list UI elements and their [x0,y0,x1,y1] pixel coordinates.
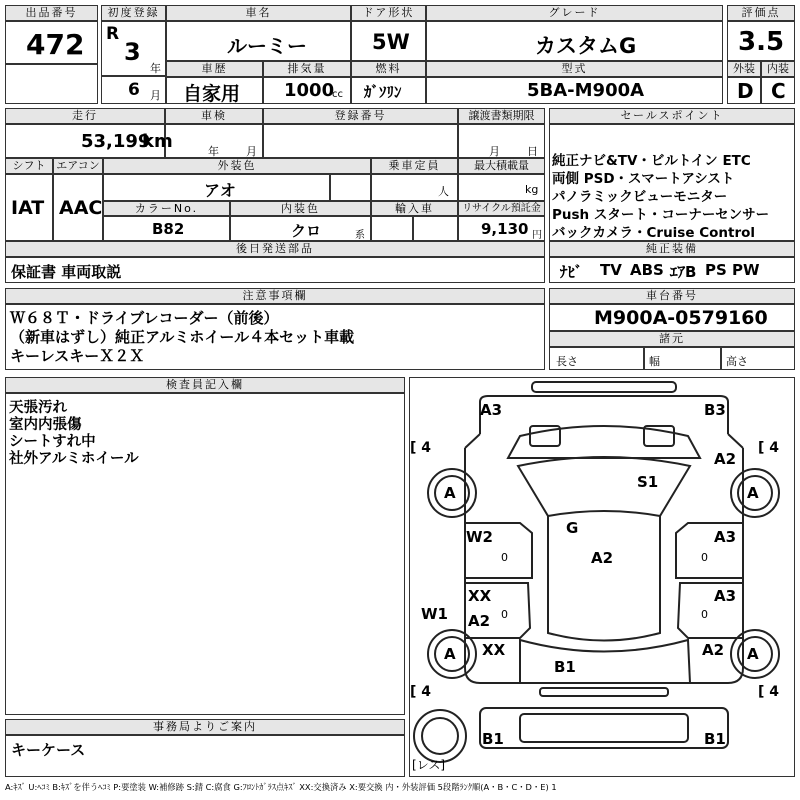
int-color-unit: 系 [355,230,365,241]
sales-line-3: パノラミックビューモニター [552,189,728,205]
marker-0-d: 0 [701,608,708,621]
ac-box [53,174,103,241]
chassis-label: 車台番号 [549,288,795,304]
recycle: 9,130 [481,220,529,238]
dims-length: 長さ [556,355,578,368]
tire-fr: [ 4 [758,440,780,456]
fuel: ｶﾞｿﾘﾝ [364,83,402,101]
dmg-a2-rear-right: A2 [702,641,725,659]
office-label: 事務局よりご案内 [5,719,405,735]
tire-fr-value: 4 [769,440,780,456]
spare-tire-label: [レス] [412,758,446,772]
marker-0-b: 0 [701,551,708,564]
import-box-2 [413,216,458,241]
score: 3.5 [738,27,785,57]
ext-color-label: 外装色 [103,158,371,174]
fuel-box [351,77,426,104]
grade-label: グレード [426,5,723,21]
recycle-unit: 円 [532,230,542,241]
inspector-label: 検査員記入欄 [5,377,405,393]
dims-height: 高さ [726,355,748,368]
dmg-b3: B3 [704,401,726,419]
dims-length-box [549,347,644,370]
dmg-w2: W2 [466,528,493,546]
sales-line-2: 両側 PSD・スマートアシスト [552,171,735,187]
lot-label: 出品番号 [5,5,98,21]
exterior-box [727,77,761,104]
inspection-month-unit: 月 [246,145,257,158]
transfer-box [458,124,545,158]
sales-line-1: 純正ナビ&TV・ビルトイン ETC [552,153,751,169]
displacement-label: 排気量 [263,61,351,77]
car-name: ルーミー [227,34,307,58]
dmg-xx-left-rear: XX [482,641,506,659]
model: 5BA-M900A [527,80,645,101]
dims-label: 諸元 [549,331,795,347]
mileage-box [5,124,173,158]
dmg-a2-center: A2 [591,549,614,567]
dmg-a3: A3 [480,401,503,419]
inspection-label: 車検 [165,108,263,124]
sales-box [549,124,795,241]
ext-color: アオ [204,181,236,200]
color-no-label: カラーNo. [103,201,230,216]
dims-width: 幅 [649,355,660,368]
chassis-box [549,304,795,331]
equip-airbag: ｴｱB [670,263,697,281]
sales-line-4: Push スタート・コーナーセンサー [552,207,770,223]
max-load-unit: kg [525,183,539,196]
equipment-label: 純正装備 [549,241,795,257]
wheel-rl-grade: A [444,645,456,663]
model-box [426,77,723,104]
history-label: 車歴 [166,61,263,77]
year-unit: 年 [150,62,161,75]
interior-box [761,77,795,104]
shift-label: シフト [5,158,53,174]
inspection-year-unit: 年 [208,145,219,158]
lot-box [5,21,98,64]
month-unit: 月 [150,89,161,102]
notes-box [5,304,545,370]
car-diagram-svg [410,378,794,776]
dims-width-box [644,347,721,370]
shift: IAT [11,197,45,219]
door-box [351,21,426,61]
chassis-number: M900A-0579160 [594,307,768,329]
sales-line-5: バックカメラ・Cruise Control [552,225,756,241]
notes-line-2: （新車はずし）純正アルミホイール４本セット車載 [10,328,355,346]
inspection-box [165,124,263,158]
dims-height-box [721,347,795,370]
interior-label: 内装 [761,61,795,77]
equip-ps: PS [705,261,727,279]
color-no: B82 [152,220,185,238]
dmg-b1-center: B1 [554,658,576,676]
office-box [5,735,405,777]
mileage-unit: km [142,131,173,152]
score-box [727,21,795,61]
capacity-unit: 人 [438,185,449,198]
later-parts-box [5,257,545,283]
ext-color-extra [330,174,371,201]
score-label: 評価点 [727,5,795,21]
inspector-line-4: 社外アルミホイール [9,451,139,467]
notes-line-3: キーレスキーＸ２Ｘ [10,347,145,365]
import-box-1 [371,216,413,241]
interior-grade: C [771,79,786,103]
door-label: ドア形状 [351,5,426,21]
shift-box [5,174,53,241]
recycle-box [458,216,545,241]
transfer-label: 譲渡書類期限 [458,108,545,124]
dmg-a2-left: A2 [468,612,491,630]
inspector-line-3: シートすれ中 [9,434,96,450]
dmg-g: G [566,519,579,537]
capacity-label: 乗車定員 [371,158,458,174]
mileage: 53,199 [81,131,151,152]
equip-tv: TV [600,261,622,279]
tire-rl-value: 4 [421,684,432,700]
recycle-label: リサイクル預託金 [458,201,545,216]
int-color-label: 内装色 [230,201,371,216]
int-color-box [230,216,371,241]
month-box [101,76,166,104]
fuel-label: 燃料 [351,61,426,77]
dmg-a2-front-right: A2 [714,450,737,468]
mileage-label: 走行 [5,108,165,124]
dmg-a3-right-rear: A3 [714,587,737,605]
capacity-box [371,174,458,201]
equip-navi: ﾅﾋﾞ [560,263,583,281]
lot-blank [5,64,98,104]
dmg-w1: W1 [421,605,448,623]
marker-0-a: 0 [501,551,508,564]
tire-fl: [ 4 [410,440,432,456]
office-text: キーケース [11,741,86,759]
wheel-fr-grade: A [747,484,759,502]
notes-line-1: Ｗ６８Ｔ・ドライブレコーダー（前後） [10,309,279,327]
exterior-grade: D [737,79,754,103]
wheel-fl-grade: A [444,484,456,502]
dmg-xx-left: XX [468,587,492,605]
tire-fl-value: 4 [421,440,432,456]
ac: AAC [59,197,103,219]
history: 自家用 [183,83,241,105]
dmg-b1-left: B1 [482,730,504,748]
reg-no-box [263,124,458,158]
import-label: 輸入車 [371,201,458,216]
dmg-s1: S1 [637,473,659,491]
equip-abs: ABS [630,261,664,279]
month: 6 [128,80,140,100]
history-box [166,77,263,104]
int-color: クロ [291,222,322,240]
displacement-unit: cc [332,89,343,100]
dmg-b1-right: B1 [704,730,726,748]
wheel-rr-grade: A [747,645,759,663]
later-parts: 保証書 車両取説 [11,263,122,281]
first-reg-box [101,21,166,76]
displacement: 1000 [284,80,335,101]
dmg-a3-right-front: A3 [714,528,737,546]
door: 5W [372,30,410,54]
inspector-line-2: 室内内張傷 [9,417,82,433]
car-diagram [409,377,795,777]
lot-number: 472 [26,28,85,61]
inspector-box [5,393,405,715]
equip-pw: PW [732,261,760,279]
transfer-day-unit: 日 [527,145,538,158]
equipment-box [549,257,795,283]
sales-label: セールスポイント [549,108,795,124]
legend: A:ｷｽﾞ U:ﾍｺﾐ B:ｷｽﾞを伴うﾍｺﾐ P:要塗装 W:補修跡 S:錆 C:腐食 G:ﾌﾛﾝﾄｶﾞﾗｽ点ｷｽﾞ XX:交換済み X:要交換 内・外装評価 5段階ﾗﾝｸ順(A・B・C・D・E) 1 [5,782,557,792]
grade-box [426,21,723,61]
later-parts-label: 後日発送部品 [5,241,545,257]
displacement-box [263,77,351,104]
notes-label: 注意事項欄 [5,288,545,304]
first-reg-label: 初度登録 [101,5,166,21]
ac-label: エアコン [53,158,103,174]
tire-rr: [ 4 [758,684,780,700]
grade: カスタムG [535,34,637,58]
exterior-label: 外装 [727,61,761,77]
tire-rr-value: 4 [769,684,780,700]
model-label: 型式 [426,61,723,77]
marker-0-c: 0 [501,608,508,621]
car-name-label: 車名 [166,5,351,21]
ext-color-box [103,174,330,201]
transfer-month-unit: 月 [489,145,500,158]
year: 3 [124,38,141,66]
tire-rl: [ 4 [410,684,432,700]
inspector-line-1: 天張汚れ [9,400,67,416]
car-name-box [166,21,351,61]
reg-no-label: 登録番号 [263,108,458,124]
max-load-label: 最大積載量 [458,158,545,174]
era: R [106,24,120,44]
color-no-box [103,216,230,241]
max-load-box [458,174,545,201]
spare-tire-value: レス [416,758,441,772]
